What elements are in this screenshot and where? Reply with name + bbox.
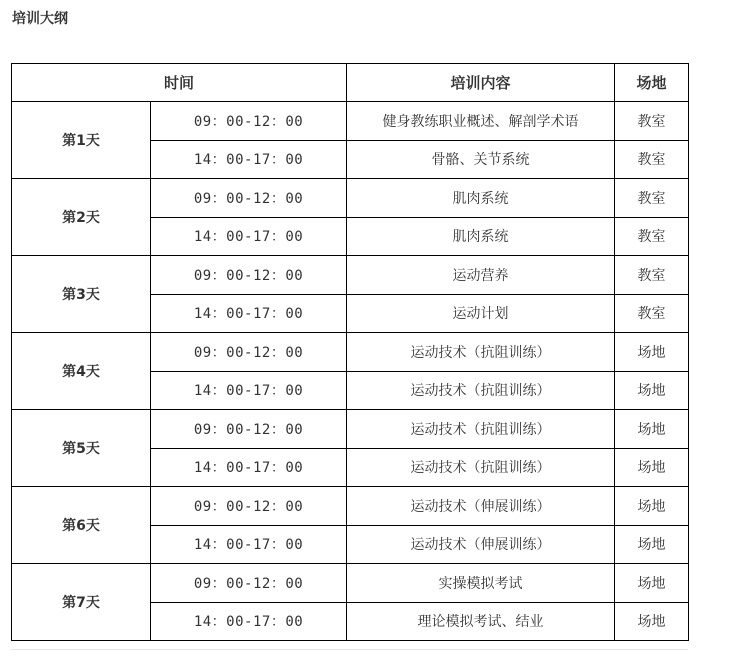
session-venue: 场地: [615, 448, 689, 487]
session-time: 14：00-17：00: [151, 294, 347, 333]
session-time: 09：00-12：00: [151, 256, 347, 295]
session-content: 肌肉系统: [347, 179, 615, 218]
session-venue: 场地: [615, 525, 689, 564]
session-time: 09：00-12：00: [151, 487, 347, 526]
session-time: 14：00-17：00: [151, 525, 347, 564]
session-content: 运动营养: [347, 256, 615, 295]
session-venue: 场地: [615, 410, 689, 449]
header-content: 培训内容: [347, 64, 615, 102]
session-venue: 教室: [615, 179, 689, 218]
table-row: [12, 487, 689, 526]
session-content: 理论模拟考试、结业: [347, 602, 615, 641]
table-body: [12, 102, 689, 641]
day-label: 第4天: [12, 333, 151, 410]
session-content: 运动技术（抗阻训练）: [347, 410, 615, 449]
session-venue: 教室: [615, 140, 689, 179]
session-venue: 场地: [615, 487, 689, 526]
session-time: 09：00-12：00: [151, 102, 347, 141]
session-content: 健身教练职业概述、解剖学术语: [347, 102, 615, 141]
table-header-row: [12, 64, 689, 102]
table-row: [12, 564, 689, 603]
day-label: 第1天: [12, 102, 151, 179]
session-time: 14：00-17：00: [151, 217, 347, 256]
session-venue: 场地: [615, 371, 689, 410]
session-venue: 教室: [615, 294, 689, 333]
day-label: 第5天: [12, 410, 151, 487]
session-time: 14：00-17：00: [151, 602, 347, 641]
day-label: 第2天: [12, 179, 151, 256]
session-time: 09：00-12：00: [151, 564, 347, 603]
session-content: 运动技术（伸展训练）: [347, 487, 615, 526]
session-venue: 场地: [615, 333, 689, 372]
session-time: 09：00-12：00: [151, 333, 347, 372]
day-label: 第3天: [12, 256, 151, 333]
session-content: 运动技术（抗阻训练）: [347, 333, 615, 372]
table-row: [12, 102, 689, 141]
session-time: 09：00-12：00: [151, 410, 347, 449]
session-content: 骨骼、关节系统: [347, 140, 615, 179]
header-venue: 场地: [615, 64, 689, 102]
training-outline-table: [11, 63, 689, 641]
session-content: 肌肉系统: [347, 217, 615, 256]
session-time: 14：00-17：00: [151, 371, 347, 410]
day-label: 第7天: [12, 564, 151, 641]
session-time: 14：00-17：00: [151, 448, 347, 487]
session-venue: 教室: [615, 102, 689, 141]
table-row: [12, 179, 689, 218]
table-row: [12, 256, 689, 295]
session-venue: 教室: [615, 217, 689, 256]
session-content: 运动技术（伸展训练）: [347, 525, 615, 564]
table-row: [12, 410, 689, 449]
session-content: 运动计划: [347, 294, 615, 333]
session-venue: 教室: [615, 256, 689, 295]
session-venue: 场地: [615, 564, 689, 603]
header-time: 时间: [12, 64, 347, 102]
session-venue: 场地: [615, 602, 689, 641]
session-time: 14：00-17：00: [151, 140, 347, 179]
session-content: 运动技术（抗阻训练）: [347, 448, 615, 487]
session-content: 运动技术（抗阻训练）: [347, 371, 615, 410]
day-label: 第6天: [12, 487, 151, 564]
table-row: [12, 333, 689, 372]
bottom-divider: [11, 649, 688, 650]
page-title: 培训大纲: [12, 11, 68, 27]
session-content: 实操模拟考试: [347, 564, 615, 603]
session-time: 09：00-12：00: [151, 179, 347, 218]
